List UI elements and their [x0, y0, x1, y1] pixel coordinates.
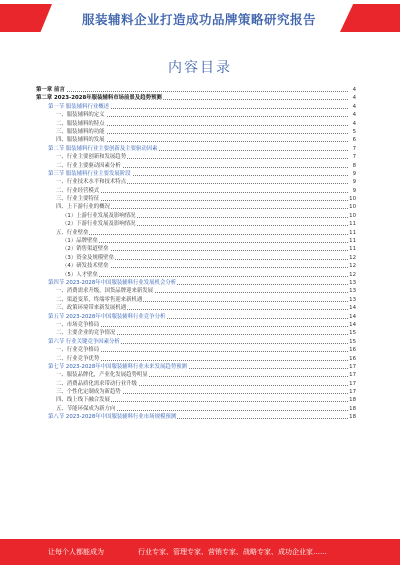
toc-entry-page: 4 [352, 87, 356, 93]
footer-slogan: 让每个人都能成为 [48, 548, 104, 556]
page-footer [0, 539, 400, 565]
toc-entry-label: 第三节 服装辅料行业主要发展阶段 [48, 170, 131, 177]
toc-entry-label: 第二章 2023-2028年服装辅料市场前景及趋势预测 [36, 95, 162, 102]
toc-entry-page: 14 [349, 313, 356, 320]
toc-item-entry[interactable] [36, 329, 356, 337]
toc-entry-page: 4 [352, 103, 356, 110]
toc-chapter-entry[interactable] [36, 94, 356, 102]
toc-section-entry[interactable] [36, 413, 356, 421]
table-of-contents [36, 86, 356, 422]
toc-chapter-entry[interactable] [36, 86, 356, 94]
toc-entry-page: 11 [349, 238, 356, 245]
toc-item-entry[interactable] [36, 371, 356, 379]
toc-item-entry[interactable] [36, 203, 356, 211]
toc-entry-page: 12 [349, 263, 356, 270]
toc-entry-label: 一、行业主要创新和发展趋势 [56, 154, 127, 161]
toc-entry-label: 四、上下游行业的概况 [56, 204, 110, 211]
toc-entry-label: 二、服装辅料的特点 [56, 120, 105, 127]
toc-section-entry[interactable] [36, 103, 356, 111]
toc-section-entry[interactable] [36, 313, 356, 321]
toc-item-entry[interactable] [36, 346, 356, 354]
toc-section-entry[interactable] [36, 279, 356, 287]
toc-entry-label: （2）销售渠道壁垒 [62, 246, 109, 253]
toc-entry-page: 14 [349, 321, 356, 328]
toc-entry-label: 一、服装品牌化，产业化发展趋势明显 [56, 372, 148, 379]
toc-entry-label: 五、行业壁垒 [56, 229, 89, 236]
toc-item-entry[interactable] [36, 220, 356, 228]
toc-entry-label: 第一章 前言 [36, 87, 65, 93]
toc-item-entry[interactable] [36, 187, 356, 195]
toc-item-entry[interactable] [36, 120, 356, 128]
toc-item-entry[interactable] [36, 405, 356, 413]
toc-entry-page: 6 [352, 137, 356, 144]
toc-entry-page: 14 [349, 305, 356, 312]
toc-entry-page: 4 [352, 95, 356, 102]
toc-item-entry[interactable] [36, 237, 356, 245]
toc-item-entry[interactable] [36, 262, 356, 270]
toc-entry-page: 5 [352, 128, 356, 135]
toc-entry-page: 10 [349, 204, 356, 211]
toc-entry-label: 三、政策环境带来新发展机遇 [56, 305, 127, 312]
toc-entry-label: 第五节 2023-2028年中国服装辅料行业竞争分析 [48, 313, 166, 320]
toc-section-entry[interactable] [36, 338, 356, 346]
toc-item-entry[interactable] [36, 128, 356, 136]
toc-entry-page: 17 [349, 380, 356, 387]
toc-entry-label: （3）资金及规模壁垒 [62, 254, 114, 261]
toc-entry-page: 15 [349, 338, 356, 345]
toc-entry-label: 第六节 行业关键竞争因素分析 [48, 338, 120, 345]
header-left-accent [0, 4, 52, 32]
toc-entry-label: 四、服装辅料的发展 [56, 137, 105, 144]
toc-entry-label: 三、个性化定制成为新趋势 [56, 389, 121, 396]
toc-entry-page: 18 [349, 414, 356, 421]
toc-entry-page: 12 [349, 271, 356, 278]
toc-entry-label: 二、主要企业的竞争情况 [56, 330, 116, 337]
toc-entry-page: 9 [352, 187, 356, 194]
toc-item-entry[interactable] [36, 212, 356, 220]
toc-item-entry[interactable] [36, 136, 356, 144]
toc-entry-label: 二、行业主要驱动因素分析 [56, 162, 121, 169]
toc-entry-page: 13 [349, 288, 356, 295]
toc-entry-label: 第七节 2023-2028年中国服装辅料行业未来发展趋势预测 [48, 363, 187, 370]
toc-heading: 内容目录 [168, 60, 232, 76]
toc-section-entry[interactable] [36, 170, 356, 178]
toc-item-entry[interactable] [36, 245, 356, 253]
toc-entry-label: 一、行业技术水平和技术特点 [56, 179, 127, 186]
toc-entry-label: 一、服装辅料的定义 [56, 112, 105, 119]
toc-entry-page: 17 [349, 389, 356, 396]
toc-item-entry[interactable] [36, 287, 356, 295]
toc-entry-page: 9 [352, 170, 356, 177]
toc-entry-label: 二、行业经营模式 [56, 187, 100, 194]
toc-entry-label: 一、消费需求升级，国货品牌迎来新发展 [56, 288, 154, 295]
toc-section-entry[interactable] [36, 363, 356, 371]
page-header [0, 0, 400, 34]
toc-entry-label: 三、行业主要特征 [56, 196, 100, 203]
toc-entry-label: 第一节 服装辅料行业概述 [48, 103, 110, 110]
toc-entry-page: 8 [352, 162, 356, 169]
toc-leader-dots [36, 91, 348, 92]
toc-entry-page: 13 [349, 296, 356, 303]
report-title: 服装辅料企业打造成功品牌策略研究报告 [81, 12, 316, 27]
toc-entry-label: （4）研发技术壁垒 [62, 263, 109, 270]
toc-entry-label: 一、市场竞争格局 [56, 321, 100, 328]
toc-entry-page: 10 [349, 212, 356, 219]
toc-item-entry[interactable] [36, 321, 356, 329]
toc-entry-label: 二、行业竞争优势 [56, 355, 100, 362]
toc-entry-page: 13 [349, 279, 356, 286]
toc-item-entry[interactable] [36, 355, 356, 363]
toc-entry-page: 10 [349, 196, 356, 203]
toc-entry-page: 12 [349, 254, 356, 261]
toc-item-entry[interactable] [36, 153, 356, 161]
toc-section-entry[interactable] [36, 145, 356, 153]
toc-item-entry[interactable] [36, 296, 356, 304]
header-right-accent [340, 4, 400, 32]
toc-item-entry[interactable] [36, 162, 356, 170]
toc-item-entry[interactable] [36, 388, 356, 396]
toc-leader-dots [56, 234, 348, 235]
toc-entry-page: 11 [349, 246, 356, 253]
toc-entry-page: 18 [349, 397, 356, 404]
toc-item-entry[interactable] [36, 304, 356, 312]
toc-leader-dots [62, 276, 348, 277]
toc-entry-label: 第二节 服装辅料行业主要创新及主要驱动因素 [48, 145, 158, 152]
toc-item-entry[interactable] [36, 271, 356, 279]
toc-entry-page: 11 [349, 229, 356, 236]
toc-entry-page: 17 [349, 372, 356, 379]
toc-entry-page: 4 [352, 112, 356, 119]
toc-entry-page: 7 [352, 145, 356, 152]
toc-entry-label: （1）上游行业发展及影响情况 [62, 212, 136, 219]
toc-entry-page: 16 [349, 355, 356, 362]
toc-item-entry[interactable] [36, 380, 356, 388]
toc-item-entry[interactable] [36, 396, 356, 404]
toc-entry-page: 18 [349, 405, 356, 412]
toc-entry-label: 三、服装辅料的功能 [56, 128, 105, 135]
toc-entry-page: 16 [349, 347, 356, 354]
toc-entry-label: 四、线上线下融合发展 [56, 397, 110, 404]
toc-item-entry[interactable] [36, 178, 356, 186]
toc-item-entry[interactable] [36, 195, 356, 203]
toc-entry-label: 五、节能环保成为新方向 [56, 405, 116, 412]
toc-entry-label: 第四节 2023-2028年中国服装辅料行业发展机会分析 [48, 279, 177, 286]
toc-item-entry[interactable] [36, 254, 356, 262]
toc-leader-dots [62, 242, 348, 243]
toc-entry-page: 4 [352, 120, 356, 127]
toc-entry-label: （1）品牌壁垒 [62, 238, 98, 245]
toc-entry-label: 一、行业竞争格局 [56, 347, 100, 354]
toc-entry-label: 二、渠道变革，终端零售迎来新机遇 [56, 296, 143, 303]
toc-entry-page: 7 [352, 154, 356, 161]
toc-entry-page: 17 [349, 363, 356, 370]
toc-entry-page: 9 [352, 179, 356, 186]
toc-entry-label: 第八节 2023-2028年中国服装辅料行业市场规模预测 [48, 414, 177, 421]
toc-entry-page: 15 [349, 330, 356, 337]
toc-entry-label: 二、消费品质化需求带动行业升级 [56, 380, 137, 387]
footer-roles: 行业专家、管理专家、营销专家、战略专家、成功企业家…… [138, 548, 327, 556]
toc-entry-label: （5）人才壁垒 [62, 271, 98, 278]
toc-item-entry[interactable] [36, 229, 356, 237]
toc-item-entry[interactable] [36, 111, 356, 119]
toc-entry-label: （2）下游行业发展及影响情况 [62, 221, 136, 228]
toc-entry-page: 11 [349, 221, 356, 228]
